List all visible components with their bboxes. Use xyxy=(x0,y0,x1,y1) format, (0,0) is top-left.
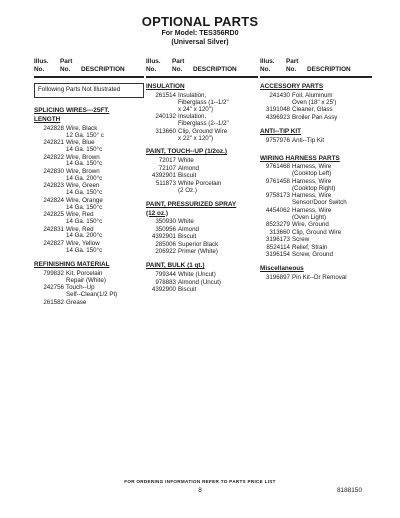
part-row xyxy=(260,193,372,207)
part-description: Wire, Green 14 Ga. 150°c xyxy=(66,182,103,197)
part-number: 9761468 xyxy=(265,163,290,171)
part-description: Wire, Brown 14 Ga. 150°c xyxy=(66,153,103,168)
part-description: Wire, Red 14 Ga. 150°c xyxy=(66,211,103,226)
part-row xyxy=(34,140,144,154)
section-subtitle: LENGTH xyxy=(34,115,61,123)
part-number: 3191048 xyxy=(265,106,290,114)
section-title: PAINT, PRESSURIZED SPRAY xyxy=(146,200,237,208)
part-row xyxy=(146,93,258,114)
part-number: 9761458 xyxy=(265,177,290,185)
header-illus-no: Illus. No. xyxy=(34,58,49,73)
parts-list xyxy=(146,219,258,256)
part-number: 511873 xyxy=(155,179,176,187)
header-description: DESCRIPTION xyxy=(81,66,125,73)
parts-column-2 xyxy=(146,80,258,295)
part-description: Almond xyxy=(178,225,199,233)
ordering-note: FOR ORDERING INFORMATION REFER TO PARTS PRICE LIST xyxy=(124,479,276,484)
header-description: DESCRIPTION xyxy=(307,66,351,73)
part-row xyxy=(260,138,372,145)
part-description: Cleaner, Glass xyxy=(292,106,333,114)
part-description: Relief, Strain xyxy=(292,243,328,251)
part-row xyxy=(260,237,372,244)
part-row xyxy=(146,181,258,195)
part-description: Clip, Ground Wire xyxy=(292,228,342,236)
part-number: 313660 xyxy=(269,228,290,236)
part-number: 242827 xyxy=(43,239,64,247)
part-description: White (Uncut) xyxy=(178,271,216,279)
part-description: White xyxy=(178,218,194,226)
part-number: 3196154 xyxy=(265,251,290,259)
part-row xyxy=(34,300,144,307)
part-description: Wire, Blue 14 Ga. 150°c xyxy=(66,139,103,154)
part-number: 350930 xyxy=(155,218,176,226)
part-description: Primer (White) xyxy=(178,248,218,256)
part-row xyxy=(34,285,144,299)
header-rule xyxy=(34,76,144,78)
part-row xyxy=(260,208,372,222)
parts-list xyxy=(260,275,372,282)
part-description: Wire, Yellow 14 Ga. 150°c xyxy=(66,239,103,254)
part-description: Harness, Wire (Cooktop Right) xyxy=(292,177,336,192)
part-description: Anti--Tip Kit xyxy=(292,136,325,144)
part-description: Almond xyxy=(178,164,199,172)
not-illustrated-note: Following Parts Not Illustrated xyxy=(34,83,144,98)
part-number: 242822 xyxy=(43,153,64,161)
part-description: Clip, Ground Wire x 22" x 120") xyxy=(178,127,228,142)
part-description: Wire, Brown 14 Ga. 200°c xyxy=(66,167,103,182)
part-row xyxy=(34,227,144,241)
part-number: 8523279 xyxy=(265,221,290,229)
part-row xyxy=(34,126,144,140)
part-row xyxy=(34,241,144,255)
part-description: Foil, Aluminum Oven (18" x 25') xyxy=(292,91,337,106)
part-description: Pin Kit--Dr Removal xyxy=(292,273,347,281)
part-row xyxy=(260,252,372,259)
part-number: 261582 xyxy=(43,298,64,306)
part-number: 240132 xyxy=(155,113,176,121)
part-number: 799832 xyxy=(43,269,64,277)
page-title: OPTIONAL PARTS xyxy=(141,14,259,29)
part-number: 4392901 xyxy=(151,233,176,241)
page-number: 8 xyxy=(198,487,202,494)
part-description: Harness, Wire Sensor/Door Switch xyxy=(292,192,347,207)
parts-list xyxy=(260,93,372,122)
part-description: Wire, Red 14 Ga. 200°c xyxy=(66,225,103,240)
part-number: 72107 xyxy=(158,164,176,172)
part-number: 4392901 xyxy=(151,172,176,180)
part-number: 350956 xyxy=(155,225,176,233)
part-number: 9758173 xyxy=(265,192,290,200)
part-number: 313660 xyxy=(155,127,176,135)
part-number: 3196173 xyxy=(265,236,290,244)
column-header-2 xyxy=(146,58,258,76)
part-description: Wire, Orange 14 Ga. 150°c xyxy=(66,196,103,211)
section-title: INSULATION xyxy=(146,83,185,90)
part-row xyxy=(146,129,258,143)
part-row xyxy=(260,222,372,229)
part-description: Biscuit xyxy=(178,286,197,294)
part-number: 4396923 xyxy=(265,113,290,121)
part-description: Broiler Pan Assy xyxy=(292,113,338,121)
part-description: Screw, Ground xyxy=(292,251,333,259)
part-description: Kit, Porcelain Repair (White) xyxy=(66,269,106,284)
part-description: Biscuit xyxy=(178,172,197,180)
part-row xyxy=(260,93,372,107)
parts-column-1 xyxy=(34,80,144,307)
part-number: 241430 xyxy=(269,91,290,99)
part-number: 206922 xyxy=(155,248,176,256)
part-number: 261514 xyxy=(155,91,176,99)
parts-list xyxy=(34,126,144,255)
part-number: 242831 xyxy=(43,225,64,233)
part-number: 8524114 xyxy=(266,243,290,251)
parts-list xyxy=(260,164,372,259)
part-description: Grease xyxy=(66,298,87,306)
part-description: Insulation, Fiberglass (2--1/2" xyxy=(178,113,229,128)
part-description: Screw xyxy=(292,236,310,244)
part-row xyxy=(260,115,372,122)
part-description: Harness, Wire (Oven Light) xyxy=(292,206,332,221)
part-row xyxy=(34,183,144,197)
part-number: 4454062 xyxy=(265,206,290,214)
header-rule xyxy=(146,76,258,78)
part-number: 4392900 xyxy=(151,286,176,294)
header-part-no: Part No. xyxy=(286,58,299,73)
parts-list xyxy=(260,138,372,145)
section-title: SPLICING WIRES---25FT. xyxy=(34,106,110,114)
part-number: 242825 xyxy=(43,211,64,219)
parts-column-3 xyxy=(260,80,372,282)
column-header-1 xyxy=(34,58,144,76)
part-row xyxy=(34,198,144,212)
part-number: 3196897 xyxy=(265,273,290,281)
header-rule xyxy=(260,76,372,78)
part-description: White xyxy=(178,157,194,165)
part-description: Wire, Black 12 Ga. 150° c xyxy=(66,124,104,139)
part-description: Almond (Uncut) xyxy=(178,278,221,286)
document-id: 8188150 xyxy=(337,487,362,494)
parts-list xyxy=(146,158,258,194)
section-title: ANTI--TIP KIT xyxy=(260,127,302,135)
part-number: 242824 xyxy=(43,196,64,204)
part-number: 242823 xyxy=(43,182,64,190)
section-title: WIRING HARNESS PARTS xyxy=(260,154,340,162)
column-header-3 xyxy=(260,58,372,76)
section-title: PAINT, BULK (1 qt.) xyxy=(146,262,205,270)
part-description: Biscuit xyxy=(178,233,197,241)
part-number: 242821 xyxy=(43,139,64,147)
section-title: PAINT, TOUCH--UP (1/2oz.) xyxy=(146,148,227,156)
part-row xyxy=(146,287,258,294)
part-description: Insulation, Fiberglass (1--1/2" x 24" x 120") xyxy=(178,91,229,113)
parts-list xyxy=(146,272,258,294)
part-row xyxy=(34,212,144,226)
part-description: Harness, Wire (Cooktop Left) xyxy=(292,163,332,178)
part-row xyxy=(260,179,372,193)
part-row xyxy=(34,271,144,285)
model-variant: (Universal Silver) xyxy=(171,39,229,46)
part-number: 285006 xyxy=(155,240,176,248)
header-illus-no: Illus. No. xyxy=(146,58,161,73)
part-row xyxy=(34,169,144,183)
section-subtitle: (12 oz.) xyxy=(146,209,169,217)
parts-list xyxy=(34,271,144,307)
part-description: Superior Black xyxy=(178,240,219,248)
part-row xyxy=(146,249,258,256)
part-row xyxy=(260,275,372,282)
parts-list xyxy=(146,93,258,143)
part-number: 72017 xyxy=(158,157,176,165)
part-description: Touch--Up Self--Clean(1/2 Pt) xyxy=(66,284,118,298)
part-number: 978883 xyxy=(155,278,176,286)
part-number: 242828 xyxy=(43,124,64,132)
header-illus-no: Illus. No. xyxy=(260,58,275,73)
part-number: 9757976 xyxy=(265,136,290,144)
part-number: 799344 xyxy=(155,271,176,279)
part-row xyxy=(34,155,144,169)
model-line: For Model: TES356RD0 xyxy=(161,30,239,37)
header-description: DESCRIPTION xyxy=(193,66,237,73)
part-number: 242830 xyxy=(43,167,64,175)
part-description: Wire, Ground xyxy=(292,221,329,229)
section-title: REFINISHING MATERIAL xyxy=(34,260,110,268)
part-description: White Porcelain (2 Oz.) xyxy=(178,179,222,194)
header-part-no: Part No. xyxy=(60,58,73,73)
part-row xyxy=(260,164,372,178)
section-title: ACCESSORY PARTS xyxy=(260,83,324,90)
part-row xyxy=(146,114,258,128)
section-title: Miscellaneous xyxy=(260,264,304,272)
header-part-no: Part No. xyxy=(172,58,185,73)
part-number: 242756 xyxy=(43,284,64,292)
